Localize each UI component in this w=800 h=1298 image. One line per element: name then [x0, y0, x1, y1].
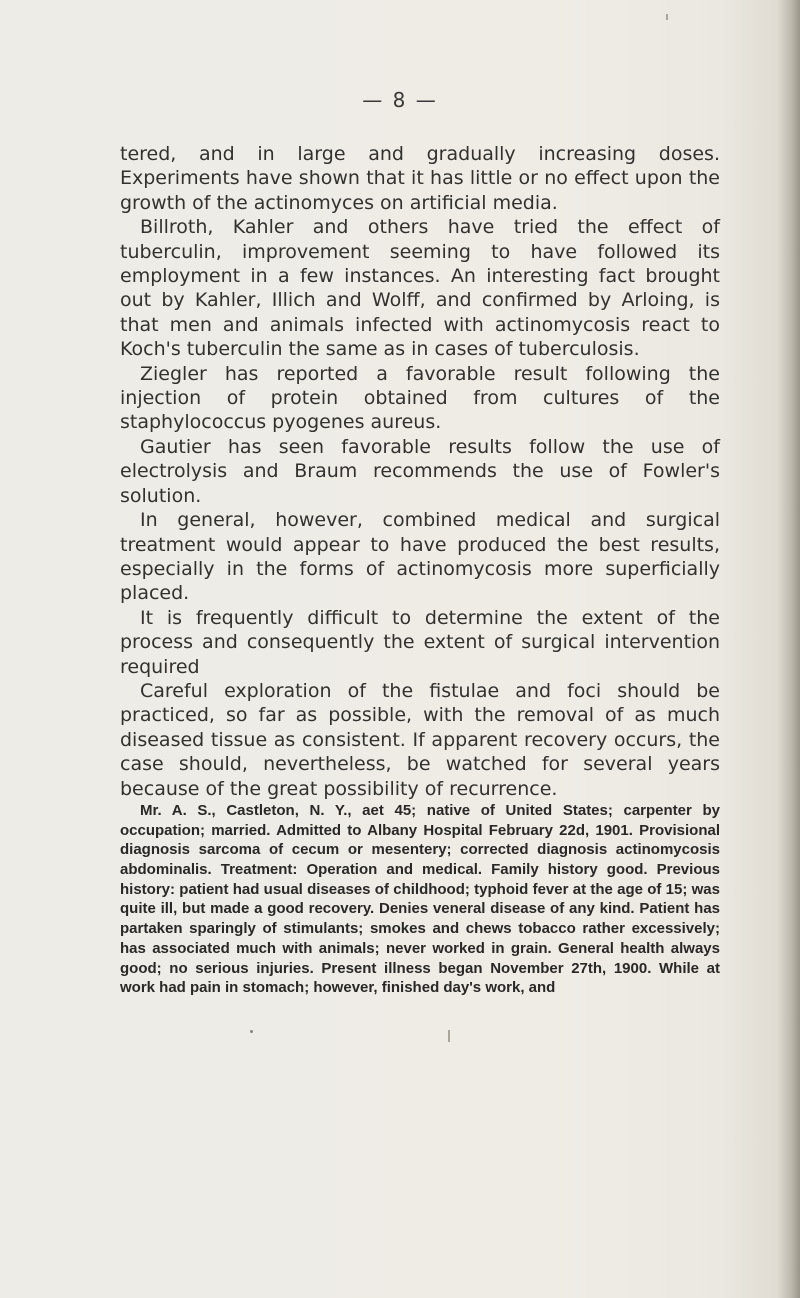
body-text — [120, 142, 720, 998]
paper-speck — [666, 14, 668, 20]
page-number: — 8 — — [362, 88, 438, 112]
paragraph-combined-treatment: In general, however, combined medical and surgical treatment would appear to have produced the best results, especially in the forms of actinomycosis more superficially placed. — [120, 509, 720, 605]
paragraph-gautier: Gautier has seen favorable results follow the use of electrolysis and Braum recommends the use of Fowler's solution. — [120, 435, 720, 507]
paper-speck — [250, 1030, 253, 1033]
paper-mark — [448, 1030, 450, 1042]
case-report: Mr. A. S., Castleton, N. Y., aet 45; native of United States; carpenter by occupation; married. Admitted to Albany Hospital February 22d, 1901. Provisional diagnosis sarcoma of cecum or mesentery; corrected diagnosis actinomycosis abdominalis. Treatment: Operation and medical. Family history good. Previous history: patient had usual diseases of childhood; typhoid fever at the age of 15; was quite ill, but made a good recovery. Denies veneral disease of any kind. Patient has partaken sparingly of stimulants; smokes and chews tobacco rather excessively; has associated much with animals; never worked in grain. General health always good; no serious injuries. Present illness began November 27th, 1900. While at work had pain in stomach; however, finished day's work, and — [120, 801, 720, 997]
paragraph-tuberculin: Billroth, Kahler and others have tried the effect of tuberculin, improvement seeming to have followed its employment in a few instances. An interesting fact brought out by Kahler, Illich and Wolff, and confirmed by Arloing, is that men and animals infected with actinomycosis react to Koch's tuberculin the same as in cases of tuberculosis. — [120, 216, 720, 361]
paragraph-ziegler: Ziegler has reported a favorable result following the injection of protein obtained from cultures of the staphylococcus pyogenes aureus. — [120, 362, 720, 434]
page-edge-shadow — [778, 0, 800, 1298]
paragraph-extent: It is frequently difficult to determine the extent of the process and consequently the extent of surgical intervention required — [120, 606, 720, 678]
paragraph-exploration: Careful exploration of the fistulae and foci should be practiced, so far as possible, with the removal of as much diseased tissue as consistent. If apparent recovery occurs, the case should, nevertheless, be watched for several years because of the great possibility of recurrence. — [120, 679, 720, 800]
paragraph-continuation: tered, and in large and gradually increasing doses. Experiments have shown that it has little or no effect upon the growth of the actinomyces on artificial media. — [120, 143, 720, 214]
